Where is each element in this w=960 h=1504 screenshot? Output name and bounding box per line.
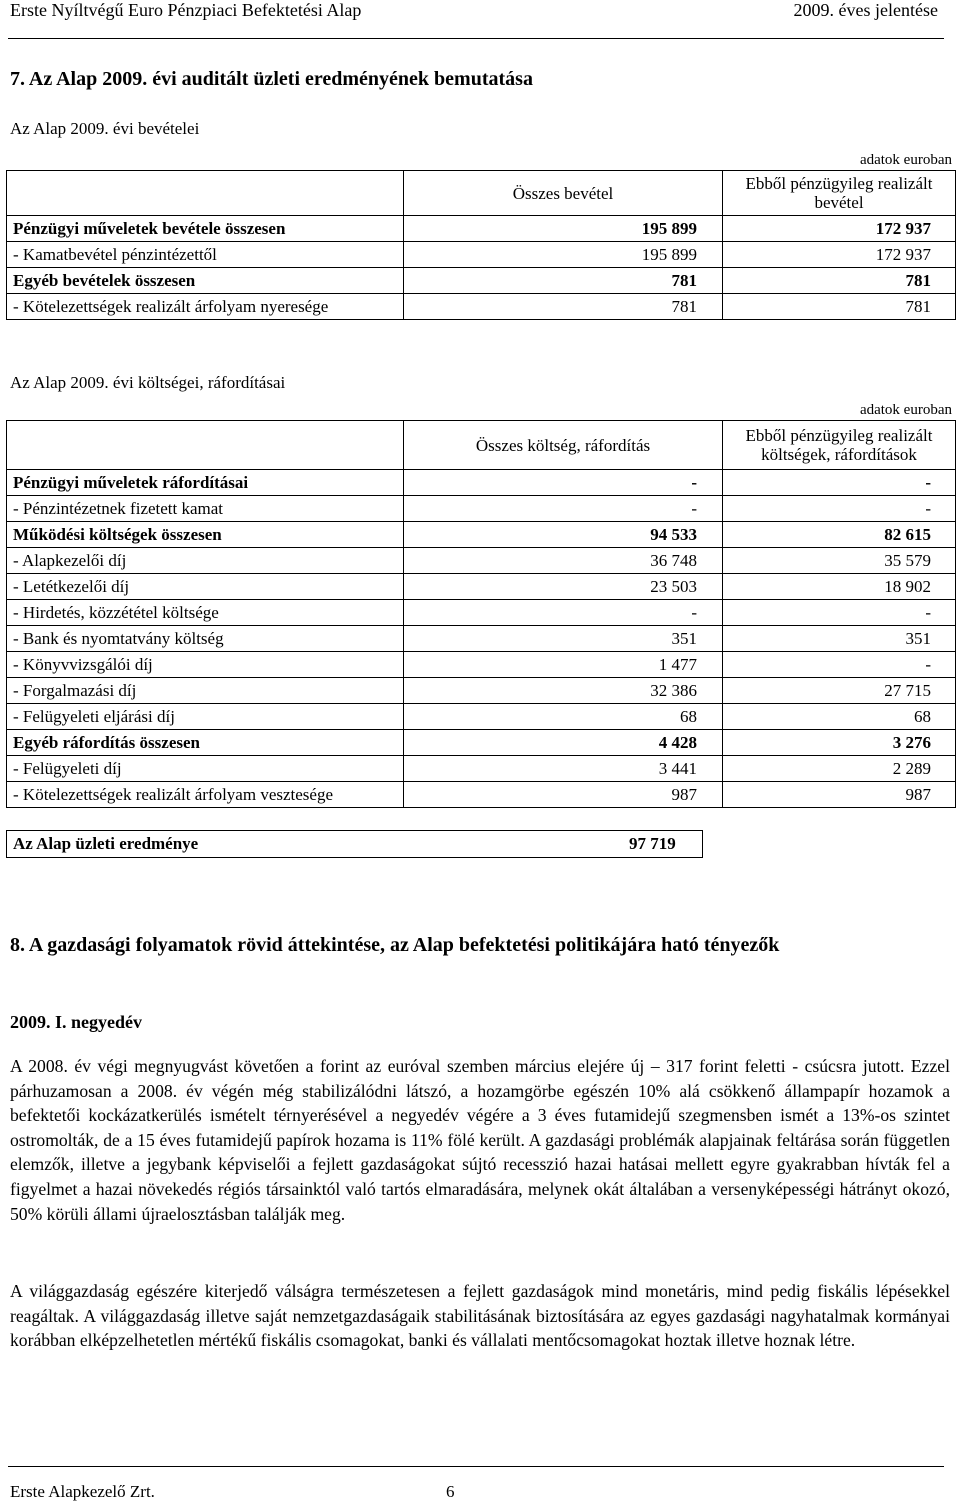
footer-company: Erste Alapkezelő Zrt. xyxy=(10,1482,155,1501)
table-row: Működési költségek összesen 94 533 82 615 xyxy=(7,522,956,548)
costs-subtitle: Az Alap 2009. évi költségei, ráfordításai xyxy=(10,373,286,392)
table-row: - Letétkezelői díj 23 503 18 902 xyxy=(7,574,956,600)
table-row: Egyéb ráfordítás összesen 4 428 3 276 xyxy=(7,730,956,756)
income-col1-header: Összes bevétel xyxy=(404,171,723,216)
footer-divider xyxy=(8,1466,944,1467)
section-8-title: 8. A gazdasági folyamatok rövid áttekintése, az Alap befektetési politikájára ható tényezők xyxy=(10,934,780,956)
business-result-box xyxy=(6,830,703,858)
table-row: - Bank és nyomtatvány költség 351 351 xyxy=(7,626,956,652)
table-row: - Kötelezettségek realizált árfolyam nyeresége 781 781 xyxy=(7,294,956,320)
section-7-title: 7. Az Alap 2009. évi auditált üzleti eredményének bemutatása xyxy=(10,68,533,90)
table-row: - Forgalmazási díj 32 386 27 715 xyxy=(7,678,956,704)
table-row: Pénzügyi műveletek bevétele összesen 195 899 172 937 xyxy=(7,216,956,242)
paragraph-1: A 2008. év végi megnyugvást követően a forint az euróval szemben március elejére új – 317 forint feletti - csúcsra jutott. Ezzel párhuzamosan a 2008. év végén még stabilizálódni látszó, a hozamgörbe egészén 10% alá csökkenő állampapír hozamok a befektetői kockázatkerülés ismételt térnyerésével a negyedév végére a 3 éves futamidejű szegmensben ismét a 13%-os szintet ostromolták, de a 15 éves futamidejű papírok hozama is 11% fölé került. A gazdasági problémák alapjainak feltárása során független elemzők, illetve a jegybank képviselői a fejlett gazdaságokat sújtó recesszió hazai hatásai mellett egyre gyakrabban hívták fel a figyelmet a hazai növekedés régiós társainktól való tartós elmaradására, melynek okát általában a versenyképességi hátrányt okozó, 50% körüli állami újraelosztásban találják meg. xyxy=(10,1056,950,1224)
costs-col1-header: Összes költség, ráfordítás xyxy=(404,421,723,470)
costs-table-header xyxy=(7,421,956,470)
table-row: - Könyvvizsgálói díj 1 477 - xyxy=(7,652,956,678)
business-result-value: 97 719 xyxy=(629,834,676,853)
table-row: - Hirdetés, közzététel költsége - - xyxy=(7,600,956,626)
paragraph-2: A világgazdaság egészére kiterjedő válságra természetesen a fejlett gazdaságok mind monetáris, mind pedig fiskális lépésekkel reagáltak. A világgazdaság illetve saját nemzetgazdaságaik stabilitásának biztosítására az egyes gazdasági nagyhatalmak kormányai korábban elképzelhetetlen mértékű fiskális csomagokat, banki és vállalati mentőcsomagokat hoztak illetve hoznak létre. xyxy=(10,1281,950,1351)
income-col2-header: Ebből pénzügyileg realizált bevétel xyxy=(723,171,956,216)
table-row: - Kamatbevétel pénzintézettől 195 899 172 937 xyxy=(7,242,956,268)
business-result-label: Az Alap üzleti eredménye xyxy=(13,834,199,853)
costs-unit-note: adatok euroban xyxy=(859,402,952,418)
table-row: - Felügyeleti díj 3 441 2 289 xyxy=(7,756,956,782)
header-divider xyxy=(8,38,944,39)
income-subtitle: Az Alap 2009. évi bevételei xyxy=(10,119,200,138)
table-row: - Pénzintézetnek fizetett kamat - - xyxy=(7,496,956,522)
header-fund-name: Erste Nyíltvégű Euro Pénzpiaci Befektetési Alap xyxy=(10,0,362,20)
income-unit-note: adatok euroban xyxy=(859,152,952,168)
costs-table xyxy=(6,420,956,808)
income-table-header xyxy=(7,171,956,216)
table-row: Egyéb bevételek összesen 781 781 xyxy=(7,268,956,294)
table-row: - Felügyeleti eljárási díj 68 68 xyxy=(7,704,956,730)
header-report-title: 2009. éves jelentése xyxy=(793,0,938,20)
table-row: - Kötelezettségek realizált árfolyam vesztesége 987 987 xyxy=(7,782,956,808)
costs-col2-header: Ebből pénzügyileg realizált költségek, ráfordítások xyxy=(723,421,956,470)
income-table xyxy=(6,170,956,320)
table-row: Pénzügyi műveletek ráfordításai - - xyxy=(7,470,956,496)
table-row: - Alapkezelői díj 36 748 35 579 xyxy=(7,548,956,574)
quarter-heading: 2009. I. negyedév xyxy=(10,1012,142,1032)
footer-page-number: 6 xyxy=(446,1482,455,1501)
